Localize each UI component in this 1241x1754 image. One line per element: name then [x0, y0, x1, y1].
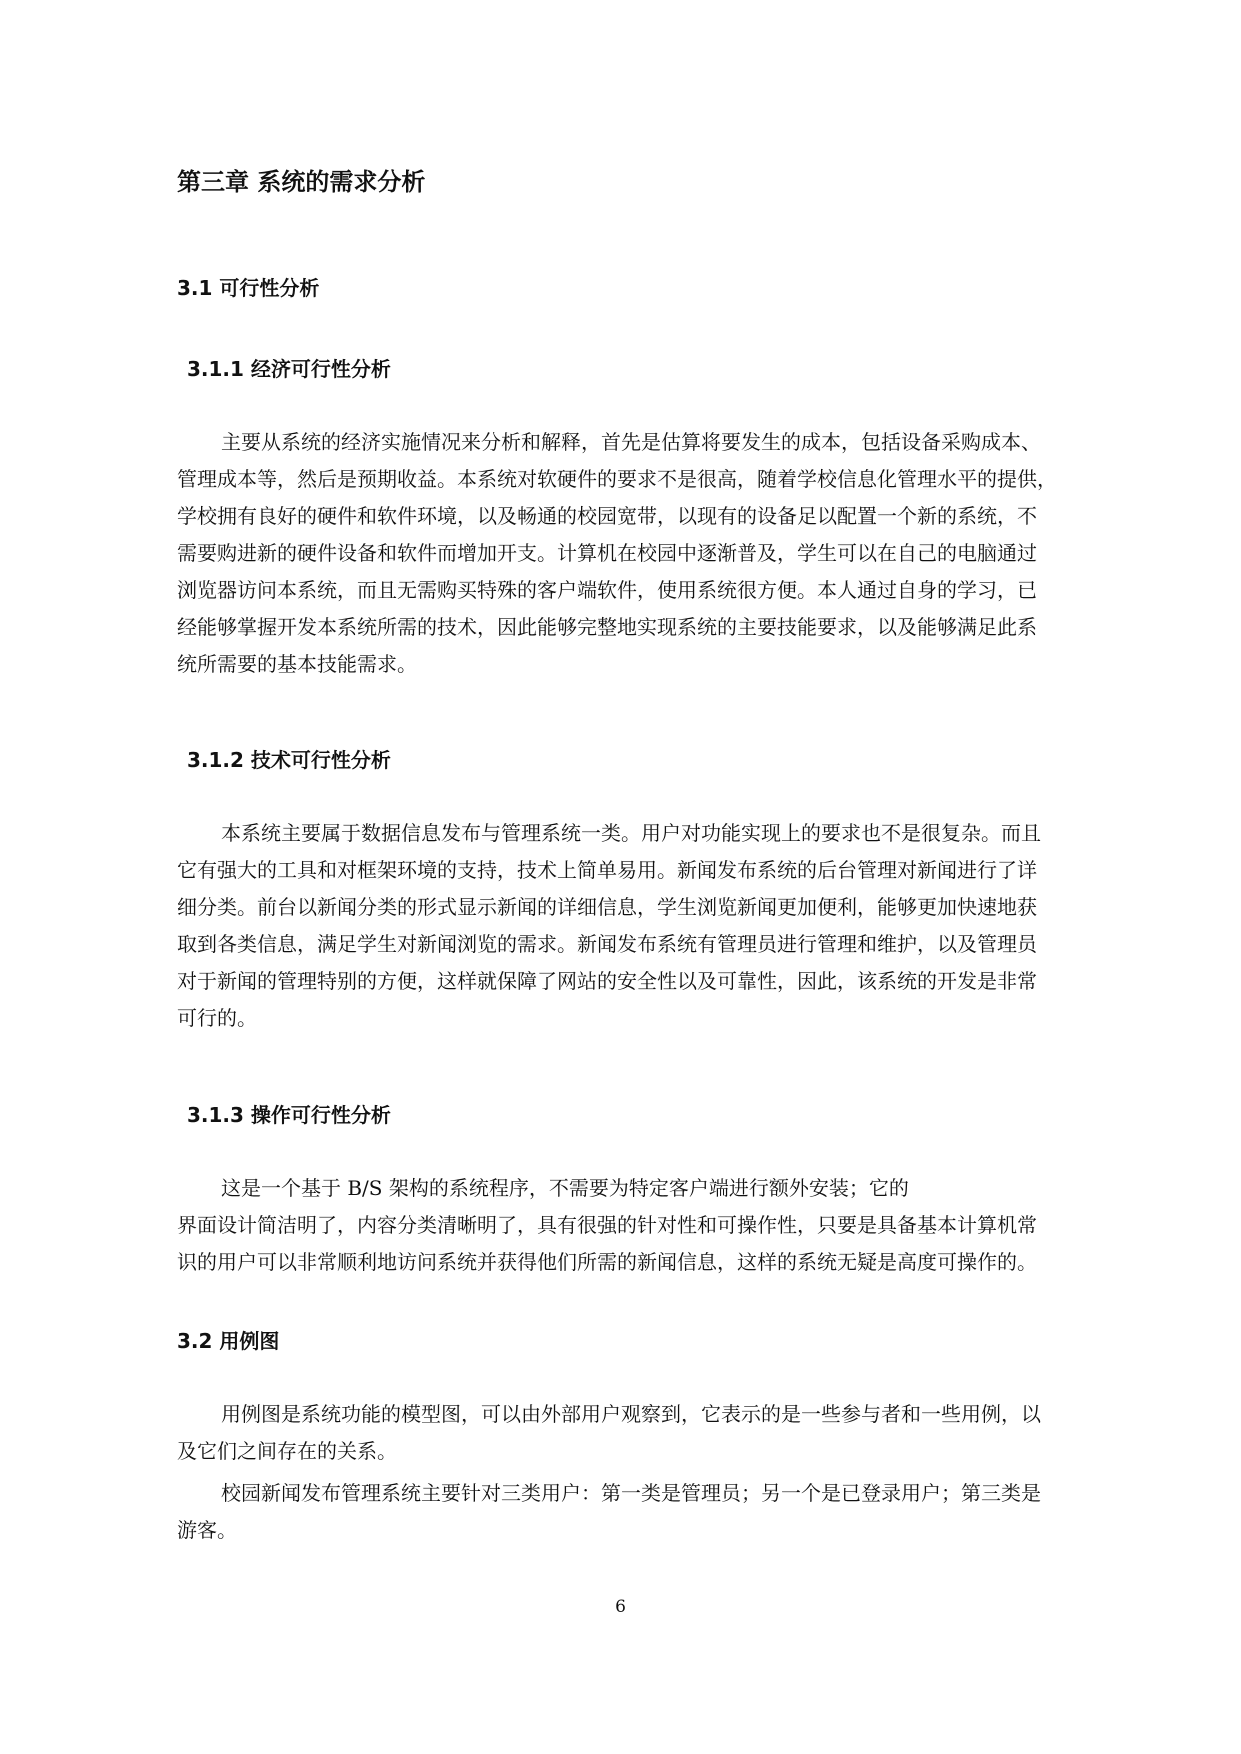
- paragraph-line: 它有强大的工具和对框架环境的支持，技术上简单易用。新闻发布系统的后台管理对新闻进行了详: [177, 858, 1037, 882]
- paragraph-line: 主要从系统的经济实施情况来分析和解释，首先是估算将要发生的成本，包括设备采购成本、: [221, 430, 1041, 454]
- paragraph-operational-feasibility: [177, 1170, 1115, 1281]
- paragraph-line: 经能够掌握开发本系统所需的技术，因此能够完整地实现系统的主要技能要求，以及能够满足此系: [177, 615, 1037, 639]
- page-number: 6: [615, 1597, 626, 1617]
- paragraph-line: 管理成本等，然后是预期收益。本系统对软硬件的要求不是很高，随着学校信息化管理水平的提供，: [177, 467, 1057, 491]
- section-heading-3-1-1: 3.1.1 经济可行性分析: [187, 357, 391, 381]
- section-heading-3-1-2: 3.1.2 技术可行性分析: [187, 748, 391, 772]
- chapter-title: 第三章 系统的需求分析: [177, 168, 426, 196]
- section-heading-3-1: 3.1 可行性分析: [177, 276, 320, 300]
- section-heading-3-2: 3.2 用例图: [177, 1329, 280, 1353]
- paragraph-line: 校园新闻发布管理系统主要针对三类用户：第一类是管理员；另一个是已登录用户；第三类是: [221, 1481, 1041, 1505]
- paragraph-line: 需要购进新的硬件设备和软件而增加开支。计算机在校园中逐渐普及，学生可以在自己的电脑通过: [177, 541, 1037, 565]
- paragraph-user-types: [177, 1475, 1115, 1549]
- paragraph-line: 识的用户可以非常顺利地访问系统并获得他们所需的新闻信息，这样的系统无疑是高度可操作的。: [177, 1250, 1037, 1274]
- paragraph-use-case-definition: [177, 1396, 1115, 1470]
- paragraph-line: 这是一个基于 B/S 架构的系统程序，不需要为特定客户端进行额外安装；它的: [221, 1176, 909, 1200]
- paragraph-line: 界面设计简洁明了，内容分类清晰明了，具有很强的针对性和可操作性，只要是具备基本计算机常: [177, 1213, 1037, 1237]
- paragraph-line: 可行的。: [177, 1006, 257, 1030]
- paragraph-line: 细分类。前台以新闻分类的形式显示新闻的详细信息，学生浏览新闻更加便利，能够更加快速地获: [177, 895, 1037, 919]
- paragraph-line: 统所需要的基本技能需求。: [177, 652, 417, 676]
- paragraph-line: 本系统主要属于数据信息发布与管理系统一类。用户对功能实现上的要求也不是很复杂。而且: [221, 821, 1041, 845]
- paragraph-line: 取到各类信息，满足学生对新闻浏览的需求。新闻发布系统有管理员进行管理和维护，以及管理员: [177, 932, 1037, 956]
- paragraph-line: 学校拥有良好的硬件和软件环境，以及畅通的校园宽带，以现有的设备足以配置一个新的系统，不: [177, 504, 1037, 528]
- paragraph-economic-feasibility: [177, 424, 1115, 683]
- paragraph-line: 浏览器访问本系统，而且无需购买特殊的客户端软件，使用系统很方便。本人通过自身的学习，已: [177, 578, 1037, 602]
- paragraph-line: 游客。: [177, 1518, 237, 1542]
- paragraph-line: 及它们之间存在的关系。: [177, 1439, 397, 1463]
- paragraph-line: 对于新闻的管理特别的方便，这样就保障了网站的安全性以及可靠性，因此，该系统的开发是非常: [177, 969, 1037, 993]
- paragraph-line: 用例图是系统功能的模型图，可以由外部用户观察到，它表示的是一些参与者和一些用例，以: [221, 1402, 1041, 1426]
- paragraph-technical-feasibility: [177, 815, 1115, 1037]
- section-heading-3-1-3: 3.1.3 操作可行性分析: [187, 1103, 391, 1127]
